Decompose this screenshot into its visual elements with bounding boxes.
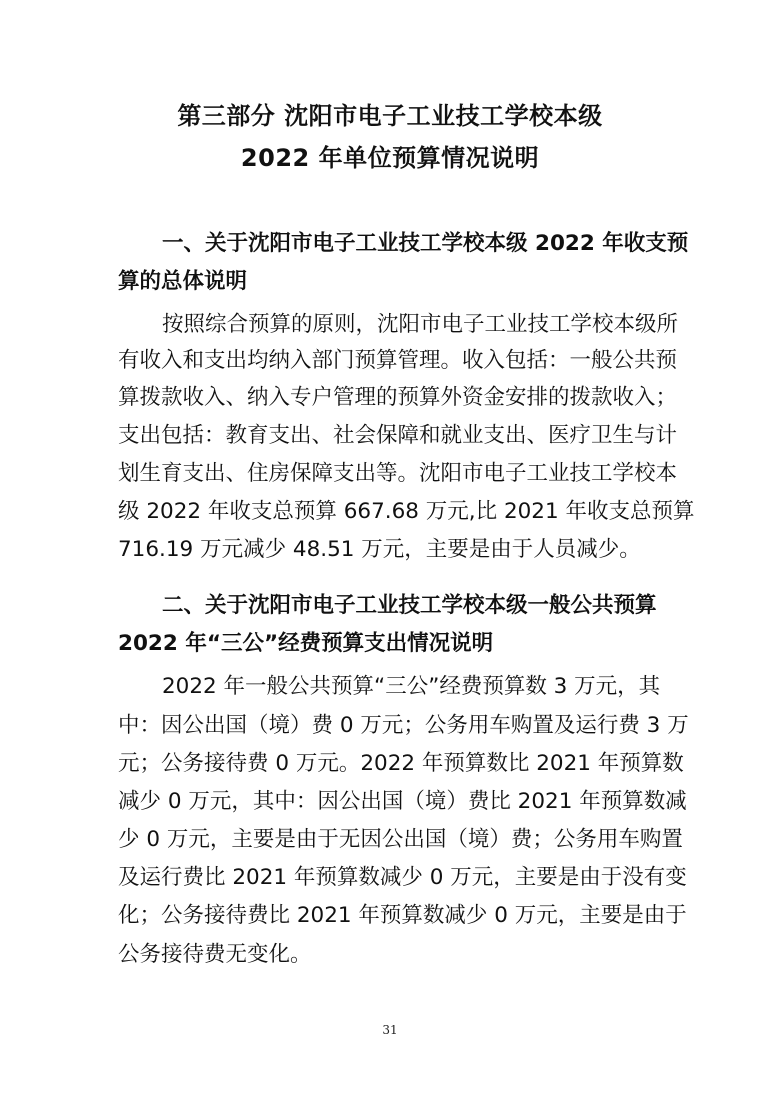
page-title-line-2: 2022 年单位预算情况说明: [240, 144, 540, 172]
section-1-heading-line-1: 一、关于沈阳市电子工业技工学校本级 2022 年收支预: [162, 231, 689, 256]
section-1-paragraph-line: 划生育支出、住房保障支出等。沈阳市电子工业技工学校本: [118, 461, 678, 486]
section-2-paragraph-line: 化；公务接待费比 2021 年预算数减少 0 万元，主要是由于: [118, 903, 687, 928]
section-1-paragraph-line: 支出包括：教育支出、社会保障和就业支出、医疗卫生与计: [118, 423, 678, 448]
section-2-paragraph-line: 及运行费比 2021 年预算数减少 0 万元，主要是由于没有变: [118, 865, 687, 890]
section-2-paragraph-line: 减少 0 万元，其中：因公出国（境）费比 2021 年预算数减: [118, 789, 687, 814]
section-1-paragraph-line: 算拨款收入、纳入专户管理的预算外资金安排的拨款收入；: [118, 385, 678, 410]
section-1-paragraph-line: 级 2022 年收支总预算 667.68 万元,比 2021 年收支总预算: [118, 499, 695, 524]
section-2-heading-line-1: 二、关于沈阳市电子工业技工学校本级一般公共预算: [162, 593, 657, 618]
section-2-paragraph-line: 中：因公出国（境）费 0 万元；公务用车购置及运行费 3 万: [118, 713, 689, 738]
section-1-paragraph-line: 按照综合预算的原则，沈阳市电子工业技工学校本级所: [162, 312, 679, 337]
section-2-paragraph-line: 少 0 万元，主要是由于无因公出国（境）费；公务用车购置: [118, 827, 683, 852]
section-2-paragraph-line: 元；公务接待费 0 万元。2022 年预算数比 2021 年预算数: [118, 751, 684, 776]
section-1-paragraph-line: 716.19 万元减少 48.51 万元，主要是由于人员减少。: [118, 537, 641, 562]
section-2-heading-line-2: 2022 年“三公”经费预算支出情况说明: [118, 631, 494, 656]
page-number: 31: [382, 1023, 398, 1037]
section-1-paragraph-line: 有收入和支出均纳入部门预算管理。收入包括：一般公共预: [118, 348, 678, 373]
section-2-paragraph-line: 2022 年一般公共预算“三公”经费预算数 3 万元，其: [162, 674, 661, 699]
page-title-line-1: 第三部分 沈阳市电子工业技工学校本级: [177, 102, 603, 130]
section-2-paragraph-line: 公务接待费无变化。: [118, 942, 312, 967]
section-1-heading-line-2: 算的总体说明: [118, 269, 248, 294]
